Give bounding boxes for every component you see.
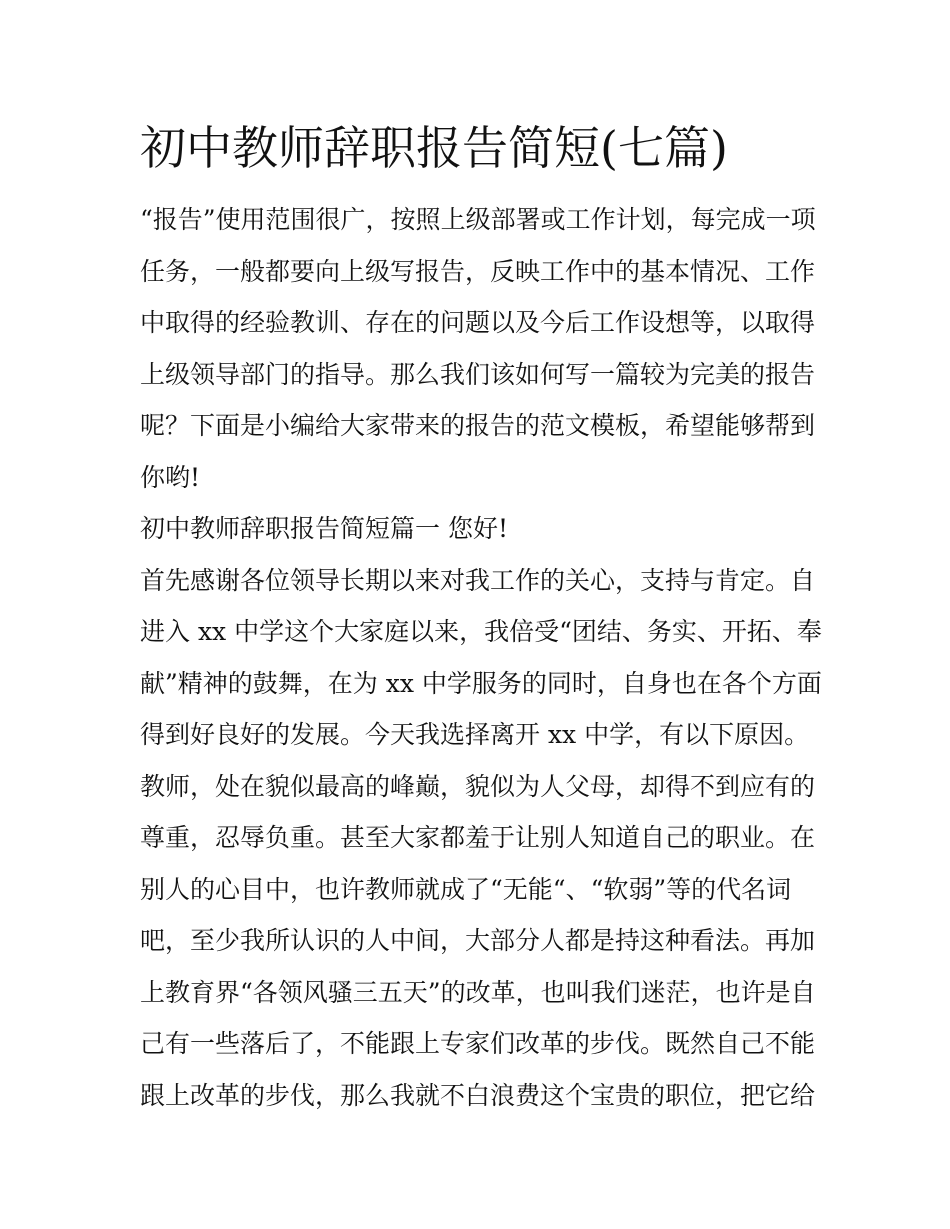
text-line: 尊重，忍辱负重。甚至大家都羞于让别人知道自己的职业。在 — [140, 823, 816, 852]
text-line: 呢？下面是小编给大家带来的报告的范文模板，希望能够帮到 — [140, 411, 816, 440]
text-line: 别人的心目中，也许教师就成了“无能“、“软弱”等的代名词 — [140, 874, 792, 904]
text-line: 进入 xx 中学这个大家庭以来，我倍受“团结、务实、开拓、奉 — [140, 617, 822, 646]
text-line: 上教育界“各领风骚三五天”的改革，也叫我们迷茫，也许是自 — [140, 977, 816, 1007]
section-heading: 初中教师辞职报告简短篇一 您好! — [140, 514, 508, 543]
text-line: 教师，处在貌似最高的峰巅，貌似为人父母，却得不到应有的 — [140, 771, 816, 801]
text-line: 献”精神的鼓舞，在为 xx 中学服务的同时，自身也在各个方面 — [140, 668, 822, 698]
text-line: 任务，一般都要向上级写报告，反映工作中的基本情况、工作 — [140, 256, 816, 286]
text-line: 跟上改革的步伐，那么我就不白浪费这个宝贵的职位，把它给 — [140, 1080, 816, 1110]
text-line: 上级领导部门的指导。那么我们该如何写一篇较为完美的报告 — [140, 359, 816, 389]
text-line: 得到好良好的发展。今天我选择离开 xx 中学，有以下原因。 — [140, 720, 810, 749]
text-line: “报告”使用范围很广，按照上级部署或工作计划，每完成一项 — [140, 205, 816, 234]
text-line: 首先感谢各位领导长期以来对我工作的关心，支持与肯定。自 — [140, 565, 816, 595]
document-body — [140, 194, 820, 1121]
text-line: 吧，至少我所认识的人中间，大部分人都是持这种看法。再加 — [140, 926, 816, 955]
text-line: 你哟! — [140, 462, 201, 492]
text-line: 中取得的经验教训、存在的问题以及今后工作设想等，以取得 — [140, 308, 816, 337]
text-line: 己有一些落后了，不能跟上专家们改革的步伐。既然自己不能 — [140, 1029, 816, 1058]
document-title: 初中教师辞职报告简短(七篇) — [140, 121, 728, 175]
